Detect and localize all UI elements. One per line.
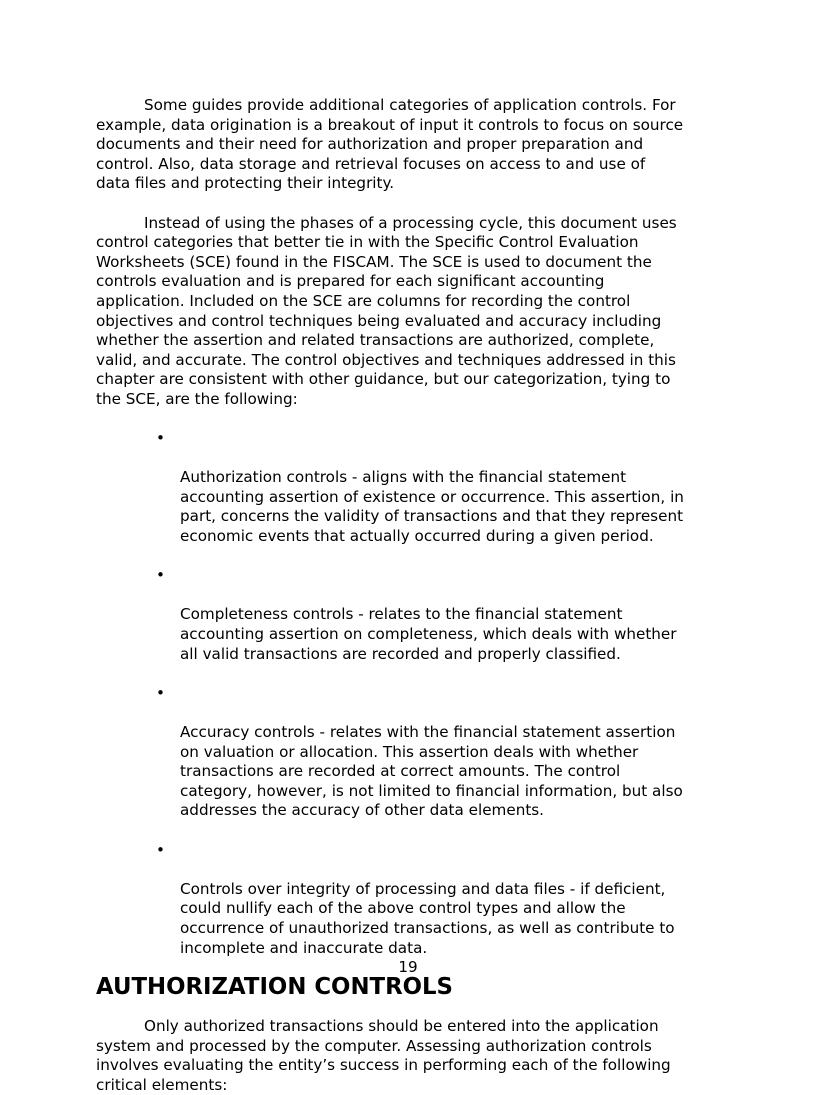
bullet-icon: • [156, 566, 165, 585]
list-item-authorization-controls [96, 429, 728, 547]
list-item-text: Completeness controls - relates to the financial statement accounting assertion on completeness, which deals with whether all valid transactions are recorded and properly classified. [180, 605, 677, 663]
bullet-icon: • [156, 840, 165, 859]
paragraph-application-control-categories: Some guides provide additional categories of application controls. For example, data origination is a breakout of input it controls to focus on source documents and their need for authorization and proper preparation and control. Also, data storage and retrieval focuses on access to and use of data files and protecting their integrity. [96, 96, 684, 193]
bullet-icon: • [156, 683, 165, 702]
section-heading-authorization-controls: AUTHORIZATION CONTROLS [96, 973, 453, 1000]
list-item-text: Authorization controls - aligns with the financial statement accounting assertion of existence or occurrence. This assertion, in part, concerns the validity of transactions and that they represent economic events that actually occurred during a given period. [180, 468, 684, 546]
paragraph-control-categories-sce: Instead of using the phases of a processing cycle, this document uses control categories that better tie in with the Specific Control Evaluation Worksheets (SCE) found in the FISCAM. The SCE is used to document the controls evaluation and is prepared for each significant accounting application. Included on the SCE are columns for recording the control objectives and control techniques being evaluated and accuracy including whether the assertion and related transactions are authorized, complete, valid, and accurate. The control objectives and techniques addressed in this chapter are consistent with other guidance, but our categorization, tying to the SCE, are the following: [96, 213, 677, 408]
list-item-accuracy-controls [96, 684, 728, 821]
paragraph-authorization-controls: Only authorized transactions should be entered into the application system and processed by the computer. Assessing authorization controls involves evaluating the entity’s success in performing each of the following critical elements: [96, 1016, 671, 1094]
list-item-integrity-controls [96, 841, 728, 959]
control-categories-list [96, 429, 728, 958]
bullet-icon: • [156, 429, 165, 448]
document-body [96, 96, 728, 1095]
page-number: 19 [398, 958, 418, 976]
list-item-text: Accuracy controls - relates with the financial statement assertion on valuation or allocation. This assertion deals with whether transactions are recorded at correct amounts. The control category, however, is not limited to financial information, but also addresses the accuracy of other data elements. [180, 723, 683, 820]
list-item-completeness-controls [96, 566, 728, 664]
list-item-text: Controls over integrity of processing and data files - if deficient, could nullify each of the above control types and allow the occurrence of unauthorized transactions, as well as contribute to incomplete and inaccurate data. [180, 879, 675, 957]
